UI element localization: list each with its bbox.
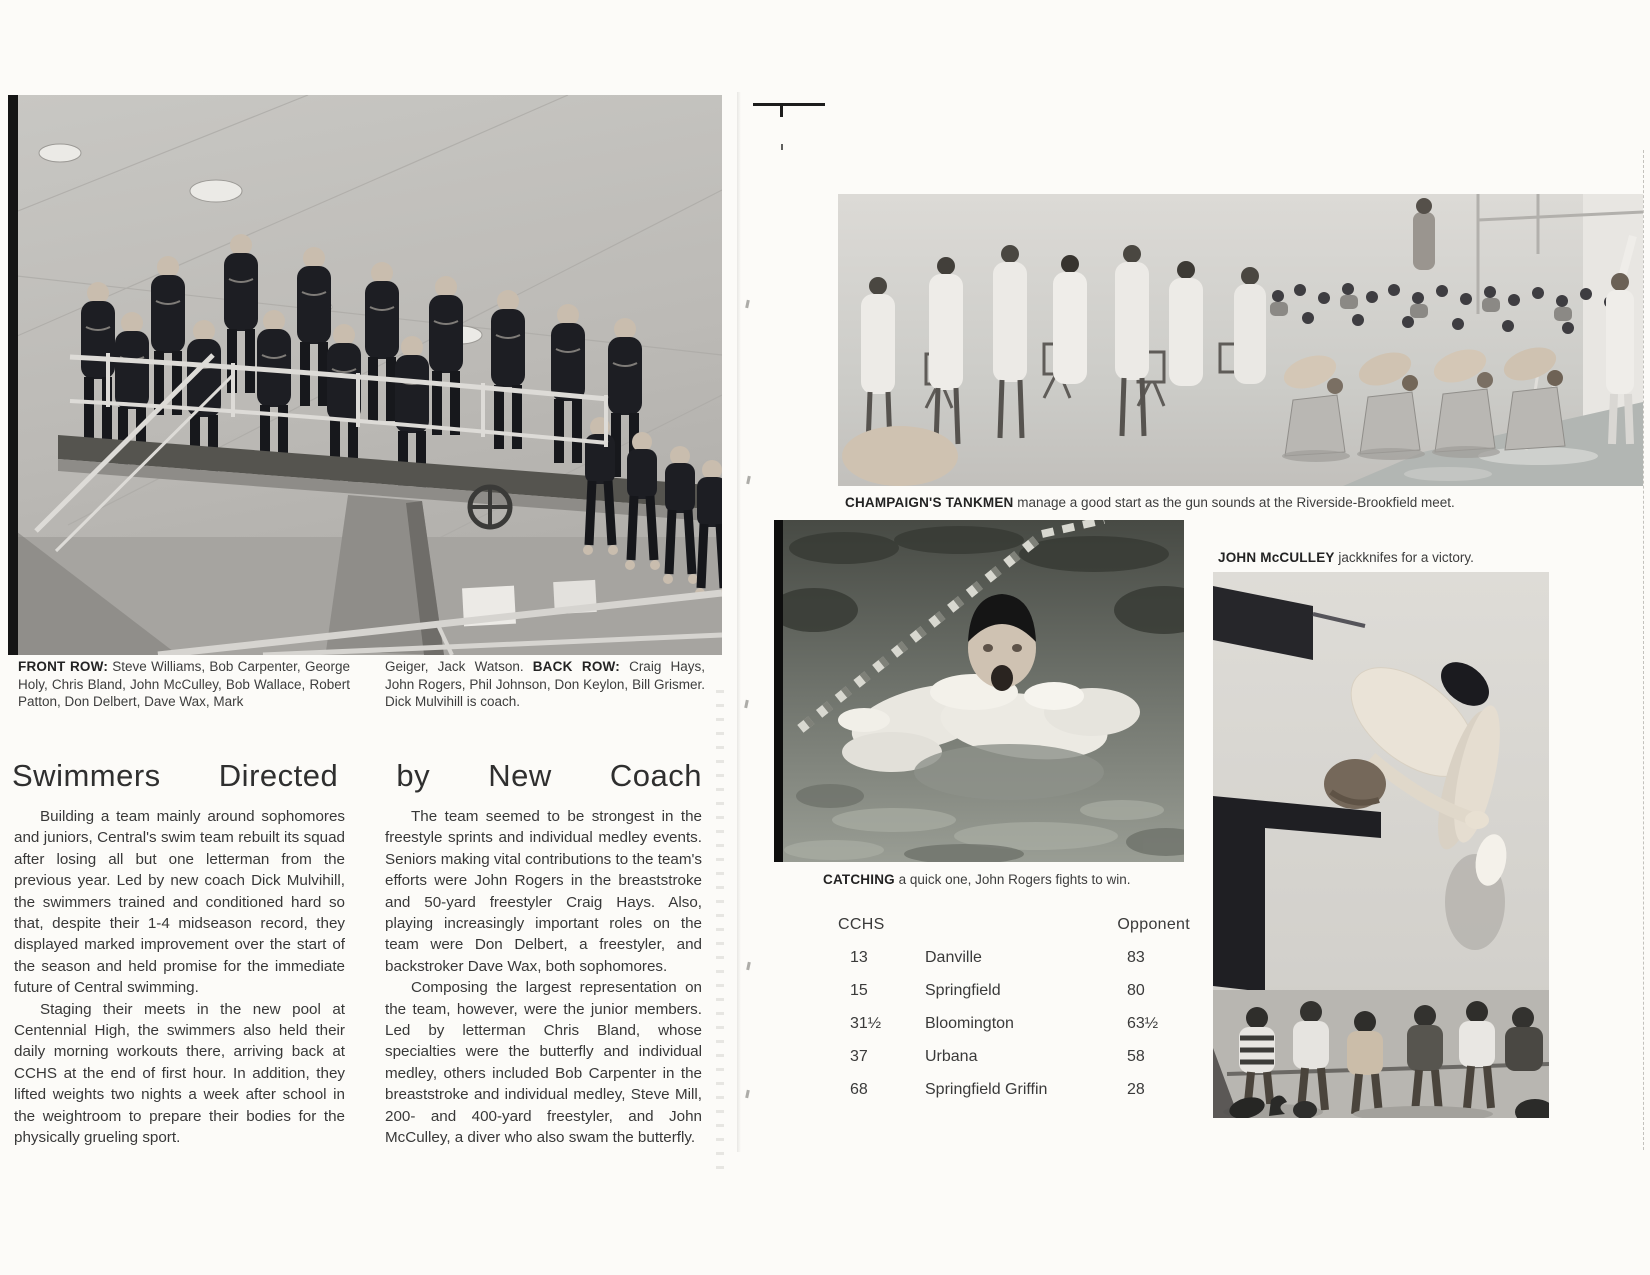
caption-text: Geiger, Jack Watson. bbox=[385, 659, 533, 674]
fold-tick bbox=[746, 962, 751, 970]
caption-text: Steve Williams, Bob Carpenter, George Holy, Chris Bland, John McCulley, Bob Wallace, Robert Patton, Don Delbert, Dave Wax, Mark bbox=[18, 659, 350, 709]
fold-tick bbox=[745, 300, 750, 308]
score-row bbox=[838, 1033, 1190, 1066]
tankmen-photo-image bbox=[838, 194, 1643, 486]
home-team-header: CCHS bbox=[838, 916, 885, 933]
scoreboard-header bbox=[838, 916, 1190, 934]
opponent-score: 83 bbox=[1127, 949, 1145, 966]
catching-caption bbox=[823, 871, 1163, 889]
paragraph: Staging their meets in the new pool at Centennial High, the swimmers also held their daily morning workouts there, arriving back at CCHS at the end of first hour. In addition, they lifted weights two nights a week after school in the weightroom to prepare their bodies for the physically grueling sport. bbox=[14, 1000, 345, 1147]
paragraph: Composing the largest representation on the team, however, were the junior members. Led by letterman Chris Bland, whose specialties were the butterfly and individual medley, others included Bob Carpenter in the breaststroke and individual medley, Steve Mill, 200- and 400-yard freestyler, and John McCulley, a diver who also swam the butterfly. bbox=[385, 979, 702, 1147]
opponent-score: 80 bbox=[1127, 982, 1145, 999]
opponent-header: Opponent bbox=[1117, 916, 1190, 933]
opponent-score: 28 bbox=[1127, 1081, 1145, 1098]
paragraph: Building a team mainly around sophomores and juniors, Central's swim team rebuilt its squad after losing all but one letterman from the previous year. Led by new coach Dick Mulvihill, the swimmers trained and conditioned hard so that, despite their 1-4 midseason record, they displayed marked improvement over the start of the season and held promise for the immediate future of Central swimming. bbox=[14, 808, 345, 997]
score-row bbox=[838, 1066, 1190, 1099]
caption-lead: FRONT ROW: bbox=[18, 659, 109, 674]
caption-text: Craig Hays, John Rogers, Phil Johnson, Don Keylon, Bill Grismer. Dick Mulvihill is coach. bbox=[385, 659, 705, 709]
rogers-swimming-photo-image bbox=[774, 520, 1184, 862]
opponent-score: 63½ bbox=[1127, 1015, 1159, 1032]
mcculley-diving-photo-image bbox=[1213, 572, 1549, 1118]
rogers-swimming-photo bbox=[774, 520, 1184, 862]
opponent-name: Danville bbox=[925, 949, 982, 966]
poolside-spectators bbox=[1213, 990, 1549, 1118]
opponent-name: Springfield bbox=[925, 982, 1001, 999]
team-photo bbox=[8, 95, 722, 655]
home-score: 37 bbox=[850, 1048, 868, 1065]
page-gutter bbox=[737, 92, 741, 1152]
mcculley-caption bbox=[1218, 549, 1548, 567]
tankmen-caption bbox=[845, 494, 1525, 512]
registration-mark bbox=[753, 103, 825, 106]
score-row bbox=[838, 934, 1190, 967]
caption-lead: CATCHING bbox=[823, 872, 895, 887]
foreground-swimmer bbox=[842, 426, 958, 486]
team-photo-caption-col2 bbox=[385, 658, 705, 711]
caption-lead: JOHN McCULLEY bbox=[1218, 550, 1335, 565]
opponent-name: Bloomington bbox=[925, 1015, 1014, 1032]
opponent-name: Springfield Griffin bbox=[925, 1081, 1048, 1098]
opponent-name: Urbana bbox=[925, 1048, 978, 1065]
registration-speck bbox=[781, 144, 783, 150]
meet-scoreboard bbox=[838, 916, 1190, 1099]
caption-text: jackknifes for a victory. bbox=[1334, 550, 1474, 565]
fold-tick bbox=[745, 1090, 750, 1098]
team-photo-caption-col1 bbox=[18, 658, 350, 711]
swimmer-head bbox=[968, 594, 1036, 691]
paragraph: The team seemed to be strongest in the freestyle sprints and individual medley events. Seniors making vital contributions to the team's efforts were John Rogers in the breaststroke and 50-yard freestyler Craig Hays. Also, playing increasingly important roles on the team were Don Delbert, a freestyler, and backstroker Dave Wax, both sophomores. bbox=[385, 808, 702, 975]
article-column-2 bbox=[385, 806, 702, 1149]
bleed-through-marks bbox=[716, 690, 724, 1170]
caption-text: manage a good start as the gun sounds at the Riverside-Brookfield meet. bbox=[1013, 495, 1455, 510]
opponent-score: 58 bbox=[1127, 1048, 1145, 1065]
mcculley-diving-photo bbox=[1213, 572, 1549, 1118]
fold-tick bbox=[746, 476, 751, 484]
registration-mark-stem bbox=[780, 103, 783, 117]
page-edge-marks bbox=[1643, 150, 1645, 1150]
home-score: 13 bbox=[850, 949, 868, 966]
caption-lead: BACK ROW: bbox=[532, 659, 620, 674]
caption-lead: CHAMPAIGN'S TANKMEN bbox=[845, 495, 1014, 510]
home-score: 31½ bbox=[850, 1015, 882, 1032]
score-row bbox=[838, 967, 1190, 1000]
caption-text: a quick one, John Rogers fights to win. bbox=[894, 872, 1131, 887]
home-score: 68 bbox=[850, 1081, 868, 1098]
article-column-1 bbox=[14, 806, 345, 1149]
fold-tick bbox=[744, 700, 749, 708]
tankmen-photo bbox=[838, 194, 1643, 486]
home-score: 15 bbox=[850, 982, 868, 999]
score-row bbox=[838, 1000, 1190, 1033]
page-title: Swimmers Directed by New Coach bbox=[12, 758, 702, 793]
team-photo-image bbox=[8, 95, 722, 655]
